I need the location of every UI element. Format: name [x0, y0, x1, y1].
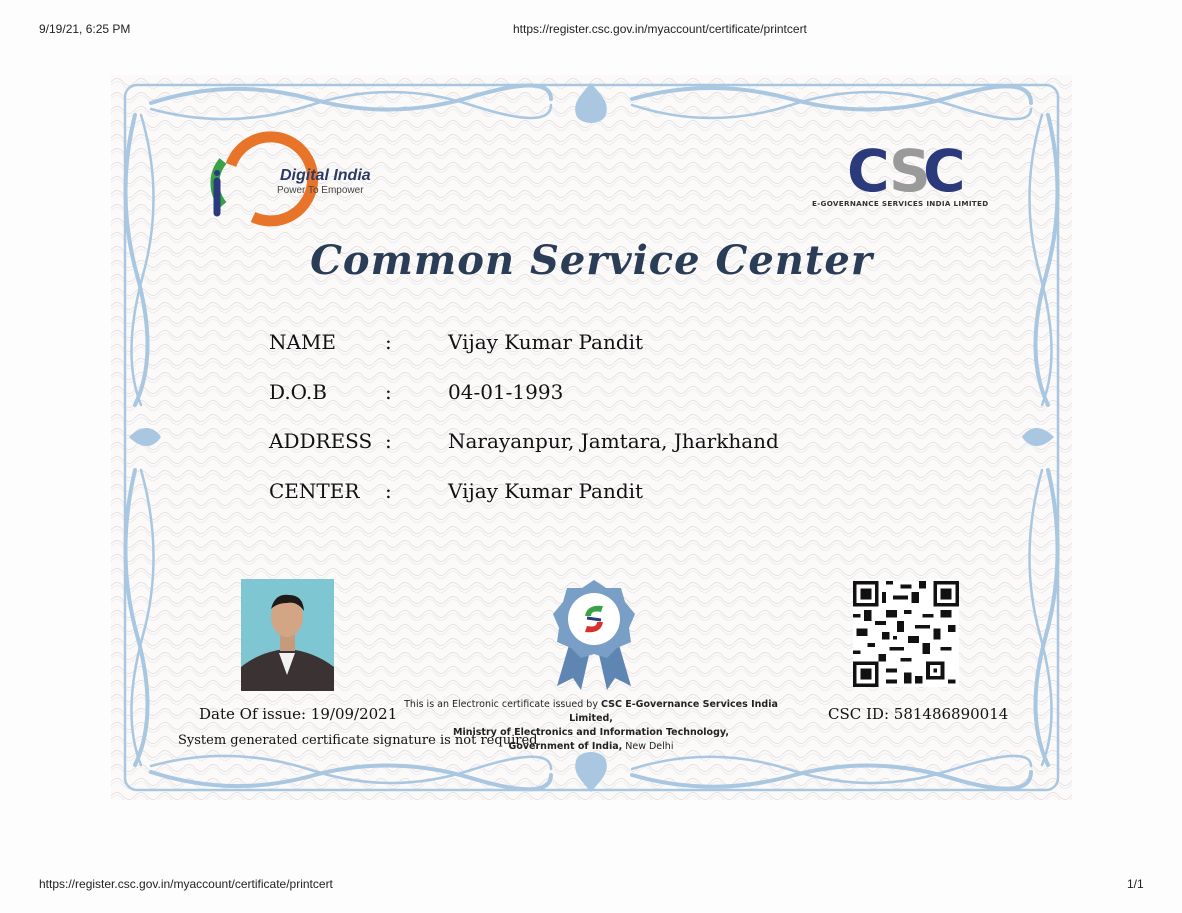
field-value: Vijay Kumar Pandit [448, 330, 644, 354]
field-value: Vijay Kumar Pandit [448, 479, 644, 503]
field-separator: : [385, 380, 392, 404]
digital-india-title: Digital India [280, 167, 371, 184]
field-label: CENTER [269, 479, 360, 503]
signature-note: System generated certificate signature is not required [178, 733, 538, 748]
qr-code [853, 581, 959, 687]
field-label: D.O.B [269, 380, 327, 404]
notice-gov: Government of India, [508, 741, 623, 752]
holder-photo [241, 579, 334, 691]
date-of-issue: Date Of issue: 19/09/2021 [199, 705, 398, 723]
field-label: ADDRESS [269, 429, 373, 453]
print-header-url: https://register.csc.gov.in/myaccount/certificate/printcert [513, 22, 807, 36]
field-separator: : [385, 330, 392, 354]
print-footer-url: https://register.csc.gov.in/myaccount/certificate/printcert [39, 877, 333, 891]
csc-id: CSC ID: 581486890014 [828, 705, 1009, 723]
digital-india-tagline: Power To Empower [277, 185, 364, 196]
notice-city: New Delhi [622, 741, 674, 752]
notice-ministry: Ministry of Electronics and Information Technology, [453, 727, 729, 738]
field-separator: : [385, 429, 392, 453]
svg-text:C: C [847, 137, 890, 205]
csc-seal-icon [551, 578, 637, 690]
field-value: Narayanpur, Jamtara, Jharkhand [448, 429, 779, 453]
csc-tagline: E-GOVERNANCE SERVICES INDIA LIMITED [812, 199, 989, 208]
csc-logo [847, 137, 966, 205]
certificate-title: Common Service Center [310, 237, 873, 284]
field-separator: : [385, 479, 392, 503]
notice-org: CSC E-Governance Services India Limited, [569, 699, 778, 724]
field-label: NAME [269, 330, 337, 354]
print-datetime: 9/19/21, 6:25 PM [39, 22, 131, 36]
field-value: 04-01-1993 [448, 380, 564, 404]
certificate [111, 75, 1072, 800]
page-number: 1/1 [1127, 877, 1144, 891]
svg-text:S: S [889, 137, 931, 205]
notice-intro: This is an Electronic certificate issued by [404, 699, 601, 710]
svg-text:C: C [923, 137, 966, 205]
electronic-certificate-notice [385, 698, 797, 754]
